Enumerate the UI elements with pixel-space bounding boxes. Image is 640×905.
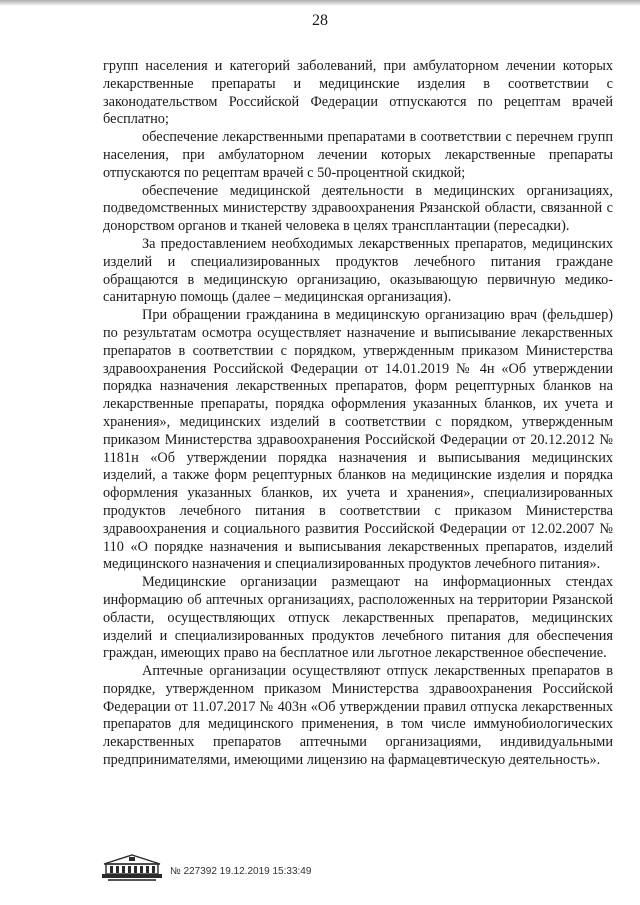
page-number: 28 — [312, 12, 328, 29]
scan-top-edge — [0, 0, 640, 6]
paragraph-4: За предоставлением необходимых лекарственных препаратов, медицинских изделий и специализированных продуктов лечебного питания граждане обращаются в медицинскую организацию, оказывающую первичную медико-санитарную помощь (далее – медицинская организация). — [103, 235, 613, 306]
paragraph-1: групп населения и категорий заболеваний, при амбулаторном лечении которых лекарственные препараты и медицинские изделия в соответствии с законодательством Российской Федерации отпускаются по рецептам врачей бесплатно; — [103, 58, 613, 128]
paragraph-5: При обращении гражданина в медицинскую организацию врач (фельдшер) по результатам осмотра осуществляет назначение и выписывание лекарственных препаратов в соответствии с порядком, утвержденным приказом Министерства здравоохранения Российской Федерации от 14.01.2019 № 4н «Об утверждении порядка назначения лекарственных препаратов, форм рецептурных бланков на лекарственные препараты, порядка оформления указанных бланков, их учета и хранения», медицинских изделий в соответствии с порядком, утвержденным приказом Министерства здравоохранения Российской Федерации от 20.12.2012 № 1181н «Об утверждении порядка назначения и выписывания медицинских изделий, а также форм рецептурных бланков на медицинские изделия и порядка оформления указанных бланков, их учета и хранения», специализированных продуктов лечебного питания в соответствии с приказом Министерства здравоохранения и социального развития Российской Федерации от 12.02.2007 № 110 «О порядке назначения и выписывания лекарственных препаратов, изделий медицинского назначения и специализированных продуктов лечебного питания». — [103, 307, 613, 573]
paragraph-7: Аптечные организации осуществляют отпуск лекарственных препаратов в порядке, утвержденном приказом Министерства здравоохранения Российской Федерации от 11.07.2017 № 403н «Об утверждении правил отпуска лекарственных препаратов для медицинского применения, в том числе иммунобиологических лекарственных препаратов аптечными организациями, индивидуальными предпринимателями, имеющими лицензию на фармацевтическую деятельность». — [103, 663, 613, 769]
paragraph-6: Медицинские организации размещают на информационных стендах информацию об аптечных организациях, расположенных на территории Рязанской области, осуществляющих отпуск лекарственных препаратов, медицинских изделий и специализированных продуктов лечебного питания для обеспечения граждан, имеющих право на бесплатное или льготное лекарственное обеспечение. — [103, 574, 613, 662]
document-body — [103, 58, 613, 770]
document-footer — [100, 852, 520, 888]
building-stamp-icon — [100, 852, 164, 882]
document-registration-code: № 227392 19.12.2019 15:33:49 — [170, 866, 312, 877]
paragraph-3: обеспечение медицинской деятельности в медицинских организациях, подведомственных министерству здравоохранения Рязанской области, связанной с донорством органов и тканей человека в целях трансплантации (пересадки). — [103, 182, 613, 235]
paragraph-2: обеспечение лекарственными препаратами в соответствии с перечнем групп населения, при амбулаторном лечении которых лекарственные препараты отпускаются по рецептам врачей с 50-процентной скидкой; — [103, 129, 613, 181]
